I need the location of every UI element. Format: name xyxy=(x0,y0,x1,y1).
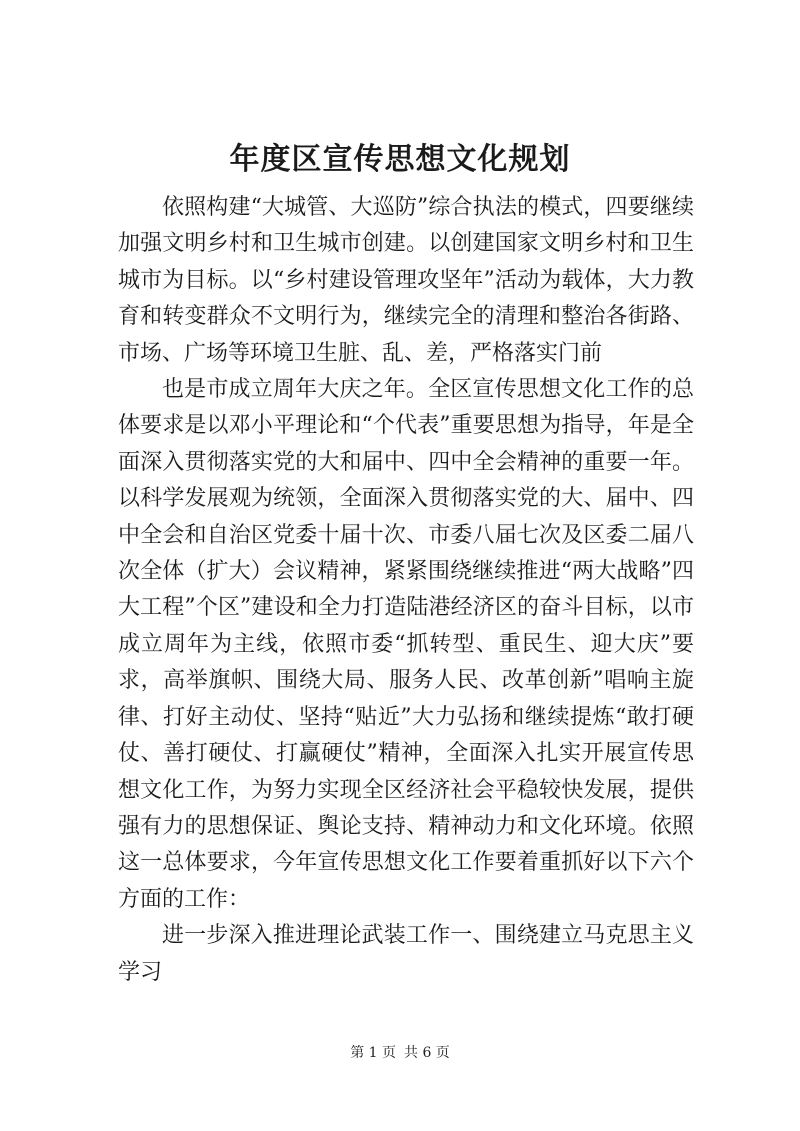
paragraph-2: 也是市成立周年大庆之年。全区宣传思想文化工作的总体要求是以邓小平理论和“个代表”重要思想为指导，年是全面深入贯彻落实党的大和届中、四中全会精神的重要一年。以科学发展观为统领，全面深入贯彻落实党的大、届中、四中全会和自治区党委十届十次、市委八届七次及区委二届八次全体（扩大）会议精神，紧紧围绕继续推进“两大战略”四大工程”个区”建设和全力打造陆港经济区的奋斗目标，以市成立周年为主线，依照市委“抓转型、重民生、迎大庆”要求，高举旗帜、围绕大局、服务人民、改革创新”唱响主旋律、打好主动仗、坚持“贴近”大力弘扬和继续提炼“敢打硬仗、善打硬仗、打赢硬仗”精神，全面深入扎实开展宣传思想文化工作，为努力实现全区经济社会平稳较快发展，提供强有力的思想保证、舆论支持、精神动力和文化环境。依照这一总体要求，今年宣传思想文化工作要着重抓好以下六个方面的工作： xyxy=(118,377,694,912)
page-total: 共 6 页 xyxy=(404,1045,450,1061)
page-number: 第 1 页 xyxy=(350,1045,396,1061)
page-footer xyxy=(0,1043,800,1063)
paragraph-3: 进一步深入推进理论武装工作一、围绕建立马克思主义学习 xyxy=(118,923,694,985)
paragraph-1: 依照构建“大城管、大巡防”综合执法的模式，四要继续加强文明乡村和卫生城市创建。以创建国家文明乡村和卫生城市为目标。以“乡村建设管理攻坚年”活动为载体，大力教育和转变群众不文明行为，继续完全的清理和整治各街路、市场、广场等环境卫生脏、乱、差，严格落实门前 xyxy=(118,195,694,366)
document-title: 年度区宣传思想文化规划 xyxy=(229,142,571,177)
document-body xyxy=(118,190,694,991)
